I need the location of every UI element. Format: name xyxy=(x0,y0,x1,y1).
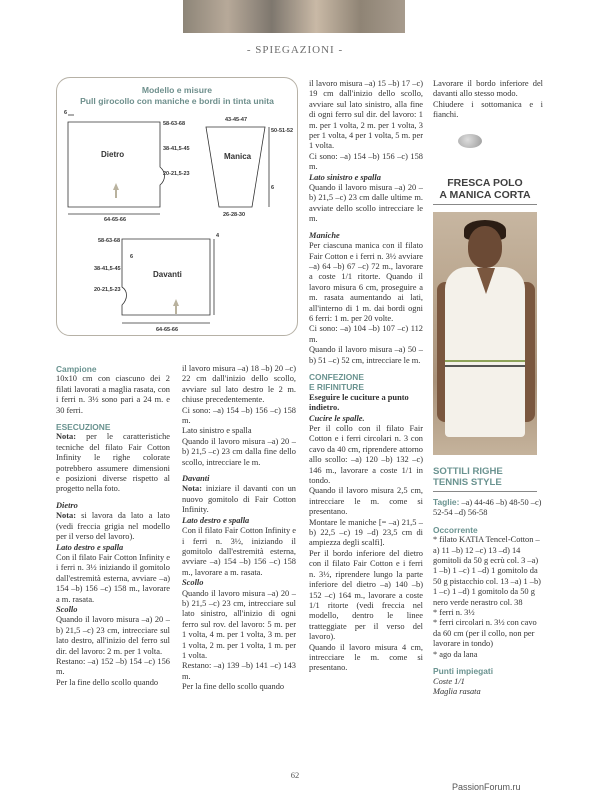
dim-sleeve-length: 50-51-52 xyxy=(271,128,294,134)
bordo-text: Per il bordo inferiore del dietro con il filato Fair Cotton e i ferri n. 3½, riprendere lungo la parte inferiore del dietro –a) 140 –b) 152 –c) 164 m., lavorare a coste 1/1 ritorte (vedi freccia nel modello, dentro le linee tratteggiate per il verso del lavoro). xyxy=(309,548,423,642)
punti-item-1: Coste 1/1 xyxy=(433,676,465,686)
lato-destro-heading: Lato destro e spalla xyxy=(56,542,124,552)
col2-text-4: Quando il lavoro misura –a) 20 –b) 21,5 –c) 23 cm dalla fine dello scollo, intrecciare le m. xyxy=(182,436,296,467)
punti-item-2: Maglia rasata xyxy=(433,686,481,696)
lato-destro-text: Con il filato Fair Cotton Infinity e i ferri n. 3½ iniziando il gomitolo dall'estremità esterna, avviare –a) 154 –b) 156 –c) 158 m., lavorare a m. rasata. xyxy=(56,552,170,604)
pattern-title xyxy=(433,177,537,201)
davanti-lato-text: Con il filato Fair Cotton Infinity e i ferri n. 3½, iniziando il gomitolo dall'estremità esterna, avviare –a) 154 –b) 156 –c) 158 m., lavorare a m. rasata. xyxy=(182,526,296,577)
schematic-diagram xyxy=(56,77,298,336)
model-photo xyxy=(433,212,537,455)
section-title: - SPIEGAZIONI - xyxy=(246,44,344,56)
column-3 xyxy=(309,79,423,674)
dim-front-4: 4 xyxy=(216,233,220,239)
col3-text-1: il lavoro misura –a) 15 –b) 17 –c) 19 cm dall'inizio dello scollo, avviare sul lato sinistro, alla fine di ogni ferro sul dir. del lavoro: 1 m. per 1 volta, 2 m. per 1 volta, 3 per 1 volta, 4 per 1 volta, 5 m. per 1 volta. xyxy=(309,79,423,151)
occorrente-heading: Occorrente xyxy=(433,524,478,535)
davanti-restano-text: Restano: –a) 139 –b) 141 –c) 143 m. xyxy=(182,661,296,681)
column-1 xyxy=(56,364,170,688)
taglie-heading: Taglie: xyxy=(433,497,460,507)
back-label: Dietro xyxy=(101,150,125,159)
bordo-text-2: Quando il lavoro misura 4 cm, intrecciare le m. come si presentano. xyxy=(309,642,423,673)
davanti-nota-text: iniziare il davanti con un nuovo gomitolo di Fair Cotton Infinity. xyxy=(182,484,296,515)
sleeve-label: Manica xyxy=(224,152,252,161)
esecuzione-heading: ESECUZIONE xyxy=(56,422,111,433)
page-number: 62 xyxy=(290,770,300,780)
davanti-lato-heading: Lato destro e spalla xyxy=(182,515,250,525)
punti-heading: Punti impiegati xyxy=(433,666,494,677)
confezione-heading-2: E RIFINITURE xyxy=(309,382,364,393)
column-2 xyxy=(182,364,296,693)
davanti-nota-label: Nota: xyxy=(182,484,203,494)
restano-text: Restano: –a) 152 –b) 154 –c) 156 m. xyxy=(56,656,170,677)
col4-text-1: Lavorare il bordo inferiore del davanti allo stesso modo. xyxy=(433,79,543,99)
back-arrow-icon xyxy=(113,183,119,198)
dim-back-armhole: 38-41,5-45 xyxy=(163,146,190,152)
col3-text-2: Ci sono: –a) 154 –b) 156 –c) 158 m. xyxy=(309,151,423,172)
lato-sinistro-heading: Lato sinistro e spalla xyxy=(309,172,381,182)
occorrente-item-3: * ferri circolari n. 3½ con cavo da 60 cm (per il collo, non per lavorare in tondo) xyxy=(433,618,537,649)
title-rule xyxy=(433,204,537,205)
davanti-scollo-text: Quando il lavoro misura –a) 20 –b) 21,5 –c) 23 cm, intrecciare sul lato sinistro, all'inizio di ogni ferro sul rov. del lavoro: 5 m. per 1 volta, 4 m. per 1 volta, 3 m. per 1 volta, 2 m. per 1 volta, 1 m. per 1 volta. xyxy=(182,588,296,660)
dim-front-6: 6 xyxy=(130,254,134,260)
site-watermark: PassionForum.ru xyxy=(452,782,521,792)
nota-label: Nota: xyxy=(56,432,77,442)
subtitle-rule xyxy=(433,491,537,492)
dim-front-neck: 20-21,5-23 xyxy=(94,287,121,293)
col2-text-3: Lato sinistro e spalla xyxy=(182,426,252,436)
dietro-heading: Dietro xyxy=(56,500,78,510)
yarn-ball-icon xyxy=(458,134,482,148)
campione-text: 10x10 cm con ciascuno dei 2 filati lavorati a maglia rasata, con i ferri n. 3½ sono pari a 24 m. e 30 ferri. xyxy=(56,374,170,415)
scollo-text: Quando il lavoro misura –a) 20 –b) 21,5 –c) 23 cm, intrecciare sul lato destro, all'inizio del ferro sul dir. del lavoro: 2 m. per 1 volta. xyxy=(56,615,170,656)
dim-back-width: 64-65-66 xyxy=(104,217,127,223)
dim-back-neck: 20-21,5-23 xyxy=(163,171,190,177)
pattern-subtitle xyxy=(433,466,537,488)
davanti-fine-text: Per la fine dello scollo quando xyxy=(182,682,285,692)
taglie-text: –a) 44-46 –b) 48-50 –c) 52-54 –d) 56-58 xyxy=(433,498,542,518)
confezione-heading-1: CONFEZIONE xyxy=(309,371,364,382)
dim-sleeve-top: 43-45-47 xyxy=(225,117,248,123)
davanti-heading: Davanti xyxy=(182,474,210,484)
occorrente-item-2: * ferri n. 3½ xyxy=(433,608,475,618)
dietro-nota-text: si lavora da lato a lato (vedi freccia grigia nel modello per il verso del lavoro). xyxy=(56,511,170,542)
montare-text: Montare le maniche [= –a) 21,5 –b) 22,5 –c) 19 –d) 23,5 cm di ampiezza degli scalfi]. xyxy=(309,517,423,548)
front-label: Davanti xyxy=(153,270,182,279)
column-4-top xyxy=(433,79,543,121)
nota-text: per le caratteristiche tecniche del filato Fair Cotton Infinity le righe colorate potrebbero assumere dimensioni e posizioni diverse rispetto al progetto nella foto. xyxy=(56,432,170,494)
pattern-subtitle-line2: TENNIS STYLE xyxy=(433,477,502,488)
dim-sleeve-bottom: 26-28-30 xyxy=(223,212,246,218)
maniche-quando: Quando il lavoro misura –a) 50 –b) 51 –c) 52 cm, intrecciare le m. xyxy=(309,345,423,365)
collo-text: Per il collo con il filato Fair Cotton e i ferri circolari n. 3 con cavo da 40 cm, riprendere attorno allo scollo: –a) 120 –b) 132 –c) 146 m., lavorare a coste 1/1 in tondo. xyxy=(309,424,423,486)
occorrente-item-1: * filato KATIA Tencel-Cotton –a) 11 –b) 12 –c) 13 –d) 14 gomitoli da 50 g ecrù col. 3 –a) 1 –b) 1 –c) 1 –d) 1 gomitolo da 50 g pistacchio col. 13 –a) 1 –b) 1 –c) 1 –d) 1 gomitolo da 50 g nero verde nerastro col. 38 xyxy=(433,535,541,607)
pattern-title-line1: FRESCA POLO xyxy=(447,177,523,189)
col2-text-2: Ci sono: –a) 154 –b) 156 –c) 158 m. xyxy=(182,405,296,426)
lato-sinistro-text: Quando il lavoro misura –a) 20 –b) 21,5 –c) 23 cm dalle ultime m. avviate dello scollo intrecciare le m. xyxy=(309,183,423,224)
dim-front-width: 64-65-66 xyxy=(156,327,179,333)
sleeve-outline xyxy=(206,127,265,207)
dim-sleeve-cuff: 6 xyxy=(271,185,275,191)
column-4-bottom xyxy=(433,497,543,697)
occorrente-item-4: * ago da lana xyxy=(433,649,478,659)
diagram-title-line2: Pull girocollo con maniche e bordi in tinta unita xyxy=(80,96,274,106)
dim-front-armhole: 38-41,5-45 xyxy=(94,266,121,272)
cucire-text: Cucire le spalle. xyxy=(309,413,365,423)
pattern-subtitle-line1: SOTTILI RIGHE xyxy=(433,466,503,477)
campione-heading: Campione xyxy=(56,364,97,374)
dietro-nota-label: Nota: xyxy=(56,511,77,521)
col4-text-2: Chiudere i sottomanica e i fianchi. xyxy=(433,99,543,120)
fine-text: Per la fine dello scollo quando xyxy=(56,677,159,687)
dim-back-height: 58-63-68 xyxy=(163,121,186,127)
maniche-text: Per ciascuna manica con il filato Fair Cotton e i ferri n. 3½ avviare –a) 64 –b) 67 –c) 72 m., lavorare a coste 1/1 ritorte. Quando il lavoro misura 6 cm, proseguire a m. rasata aumentando ai lati, all'interno di 1 m. dai bordi ogni 6 ferri: 1 m. per 20 volte. xyxy=(309,241,423,323)
dim-back-6: 6 xyxy=(64,110,68,116)
dim-front-height: 58-63-68 xyxy=(98,238,121,244)
eseguire-text: Eseguire le cuciture a punto indietro. xyxy=(309,392,409,413)
pattern-title-line2: A MANICA CORTA xyxy=(439,189,531,201)
maniche-heading: Maniche xyxy=(309,230,340,240)
front-arrow-icon xyxy=(173,299,179,314)
maniche-ci-sono: Ci sono: –a) 104 –b) 107 –c) 112 m. xyxy=(309,324,423,344)
header-photo-strip xyxy=(183,0,405,33)
davanti-scollo-heading: Scollo xyxy=(182,578,204,588)
col2-text-1: il lavoro misura –a) 18 –b) 20 –c) 22 cm dall'inizio dello scollo, avviare sul lato destro le 2 m. chiuse precedentemente. xyxy=(182,364,296,405)
collo-text-2: Quando il lavoro misura 2,5 cm, intrecciare le m. come si presentano. xyxy=(309,486,423,517)
diagram-title-line1: Modello e misure xyxy=(141,85,213,95)
scollo-heading: Scollo xyxy=(56,604,78,614)
